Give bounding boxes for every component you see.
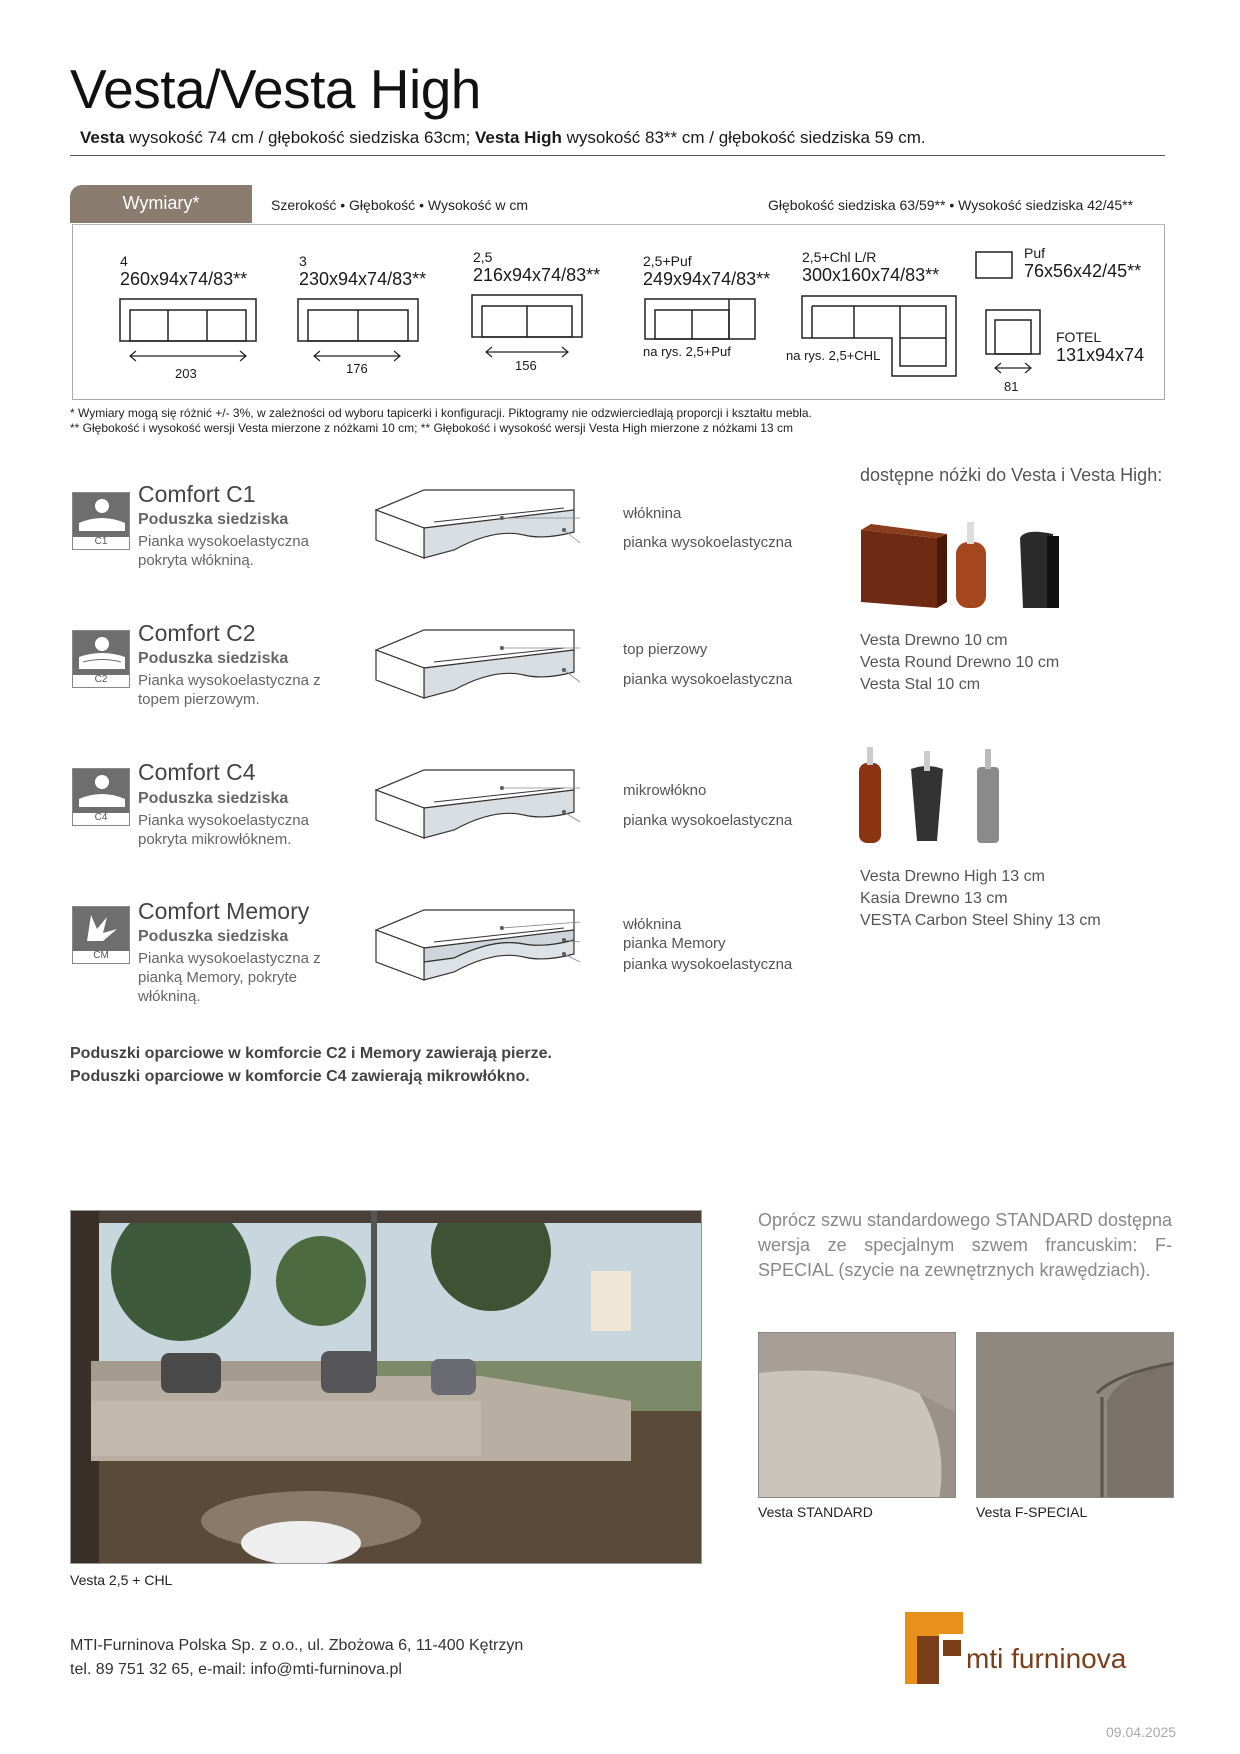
document-date: 09.04.2025 (1106, 1724, 1177, 1740)
mti-logo-text: mti furninova (966, 1643, 1127, 1674)
page-title: Vesta/Vesta High (70, 58, 481, 120)
mti-logo-mark (905, 1612, 963, 1684)
comfort-c4-icon: C4 (72, 768, 130, 826)
comfort-memory-desc: Pianka wysokoelastyczna z pianką Memory, pokryte włókniną. (138, 950, 321, 1005)
module-25-puf-note: na rys. 2,5+Puf (643, 344, 731, 359)
seam-standard-image (758, 1332, 956, 1498)
header-divider (70, 155, 1165, 156)
comfort-c2-icon: C2 (72, 630, 130, 688)
module-25-chl-size: 300x160x74/83** (802, 265, 940, 285)
seam-special-image (976, 1332, 1174, 1498)
comfort-c2-desc: Pianka wysokoelastyczna z topem pierzowym. (138, 672, 321, 708)
legs-13cm-image (855, 745, 1025, 847)
module-3-label: 3 (299, 253, 307, 269)
dimensions-tab: Wymiary* (70, 185, 252, 223)
sofa-photo (70, 1210, 702, 1564)
module-25-chl-label: 2,5+Chl L/R (802, 249, 877, 265)
module-4-pictogram (118, 296, 260, 364)
seam-standard-caption: Vesta STANDARD (758, 1504, 873, 1520)
comfort-c1-title: Comfort C1 (138, 481, 256, 507)
comfort-c2-subtitle: Poduszka siedziska (138, 650, 289, 667)
seam-special-caption: Vesta F-SPECIAL (976, 1504, 1088, 1520)
comfort-memory-layer-3: pianka wysokoelastyczna (623, 956, 793, 973)
seam-description: Oprócz szwu standardowego STANDARD dostępna wersja ze specjalnym szwem francuskim: F-SPECIAL (szycie na zewnętrznych krawędziach). (758, 1210, 1172, 1280)
comfort-c1-layer-2: pianka wysokoelastyczna (623, 534, 793, 551)
comfort-c4-desc: Pianka wysokoelastyczna pokryta mikrowłóknem. (138, 812, 309, 848)
comfort-c4-title: Comfort C4 (138, 759, 256, 785)
puf-size: 76x56x42/45** (1024, 261, 1142, 281)
page-subtitle: Vesta wysokość 74 cm / głębokość siedziska 63cm; Vesta High wysokość 83** cm / głębokość siedziska 59 cm. (80, 128, 926, 147)
legs-group2-names: Vesta Drewno High 13 cm Kasia Drewno 13 cm VESTA Carbon Steel Shiny 13 cm (860, 868, 1101, 929)
puf-label: Puf (1024, 245, 1046, 261)
module-25-chl-note: na rys. 2,5+CHL (786, 348, 881, 363)
module-3-size: 230x94x74/83** (299, 269, 427, 289)
dimensions-seat-label: Głębokość siedziska 63/59** • Wysokość siedziska 42/45** (768, 197, 1134, 213)
comfort-c2-layer-2: pianka wysokoelastyczna (623, 671, 793, 688)
comfort-memory-cushion (374, 900, 584, 990)
module-3-pictogram (296, 296, 422, 364)
comfort-c1-cushion (374, 480, 584, 570)
fotel-label: FOTEL (1056, 329, 1102, 345)
comfort-c2-title: Comfort C2 (138, 620, 256, 646)
module-3-seat-width: 176 (346, 361, 368, 376)
fotel-seat-width: 81 (1004, 379, 1019, 394)
fotel-size: 131x94x74 (1056, 345, 1145, 365)
comfort-c1-desc: Pianka wysokoelastyczna pokryta włókniną. (138, 533, 309, 569)
comfort-c4-layer-1: mikrowłókno (623, 782, 707, 799)
comfort-memory-icon: CM (72, 906, 130, 964)
comfort-c2-layer-1: top pierzowy (623, 641, 708, 658)
comfort-memory-subtitle: Poduszka siedziska (138, 928, 289, 945)
comfort-c2-cushion (374, 620, 584, 710)
puf-pictogram (974, 250, 1014, 280)
legs-title: dostępne nóżki do Vesta i Vesta High: (860, 465, 1163, 485)
module-25-puf-label: 2,5+Puf (643, 253, 692, 269)
legs-10cm-image (855, 520, 1075, 620)
module-25-seat-width: 156 (515, 358, 537, 373)
comfort-c1-layer-1: włóknina (623, 505, 682, 522)
fotel-pictogram (984, 308, 1042, 378)
comfort-c4-subtitle: Poduszka siedziska (138, 790, 289, 807)
comfort-memory-layer-1: włóknina (623, 916, 682, 933)
module-4-size: 260x94x74/83** (120, 269, 248, 289)
module-25-chl-pictogram (800, 292, 960, 378)
comfort-memory-layer-2: pianka Memory (623, 935, 726, 952)
module-25-pictogram (470, 292, 586, 360)
module-25-size: 216x94x74/83** (473, 265, 601, 285)
comfort-c4-layer-2: pianka wysokoelastyczna (623, 812, 793, 829)
module-25-puf-pictogram (643, 296, 759, 342)
back-cushion-note: Poduszki oparciowe w komforcie C2 i Memory zawierają pierze. Poduszki oparciowe w komforcie C4 zawierają mikrowłókno. (70, 1045, 552, 1085)
dimensions-footnote: * Wymiary mogą się różnić +/- 3%, w zależności od wyboru tapicerki i konfiguracji. Piktogramy nie odzwierciedlają proporcji i kształtu mebla. ** Głębokość i wysokość wersji Vesta mierzone z nóżkami 10 cm; ** Głębokość i wysokość wersji Vesta High mierzone z nóżkami 13 cm (70, 406, 812, 435)
module-4-label: 4 (120, 253, 128, 269)
comfort-c1-icon: C1 (72, 492, 130, 550)
module-4-seat-width: 203 (175, 366, 197, 381)
module-25-label: 2,5 (473, 249, 493, 265)
legs-group1-names: Vesta Drewno 10 cm Vesta Round Drewno 10 cm Vesta Stal 10 cm (860, 632, 1060, 693)
dimensions-units-label: Szerokość • Głębokość • Wysokość w cm (271, 197, 529, 213)
comfort-c1-subtitle: Poduszka siedziska (138, 511, 289, 528)
photo-caption: Vesta 2,5 + CHL (70, 1572, 173, 1588)
comfort-c4-cushion (374, 760, 584, 850)
company-address: MTI-Furninova Polska Sp. z o.o., ul. Zbożowa 6, 11-400 Kętrzyn tel. 89 751 32 65, e-mail: info@mti-furninova.pl (70, 1637, 524, 1678)
comfort-memory-title: Comfort Memory (138, 898, 310, 924)
module-25-puf-size: 249x94x74/83** (643, 269, 771, 289)
